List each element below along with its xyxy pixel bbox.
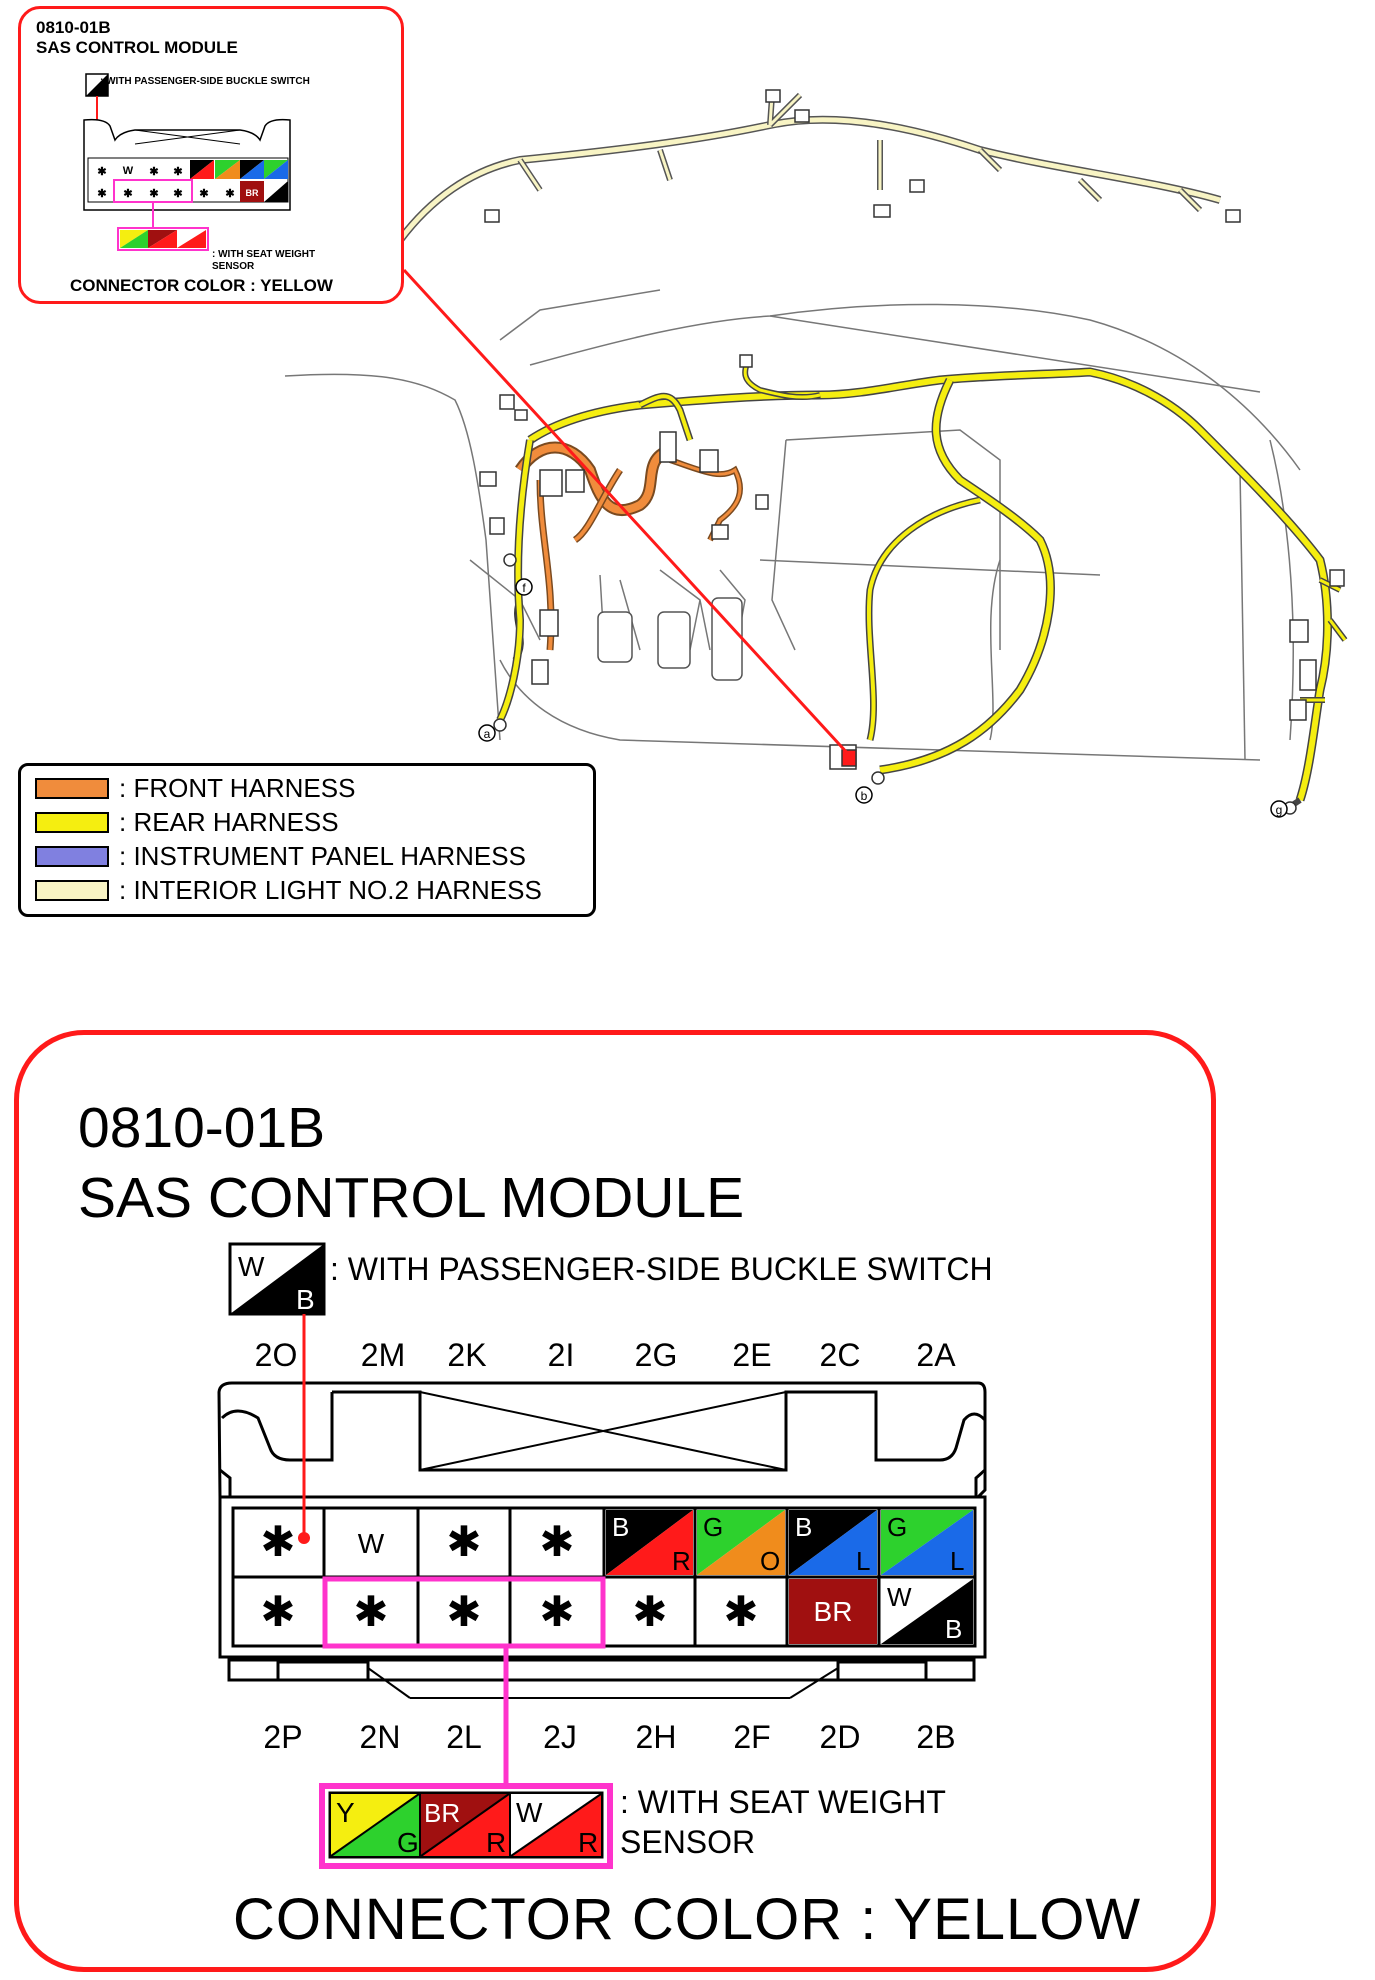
svg-text:O: O (760, 1546, 781, 1576)
svg-text:✱: ✱ (199, 188, 209, 200)
svg-text:B: B (795, 1512, 813, 1542)
pin-label: 2N (359, 1719, 401, 1755)
pin-label: 2H (635, 1719, 677, 1755)
pin-2C (789, 1510, 877, 1576)
svg-text:L: L (950, 1546, 965, 1576)
svg-text:G: G (703, 1512, 724, 1542)
legend-item-instrument-panel-harness (35, 841, 526, 871)
marker-f: f (522, 581, 526, 595)
pin-2P: ✱ (260, 1588, 296, 1635)
svg-text:✱: ✱ (149, 166, 159, 178)
bottom-pin-labels (263, 1719, 955, 1755)
mini-connector-color: CONNECTOR COLOR : YELLOW (70, 276, 333, 295)
seat-weight-sensor-note: : WITH SEAT WEIGHT SENSOR (620, 1784, 946, 1860)
pin-label: 2L (446, 1719, 482, 1755)
pin-2J: ✱ (539, 1588, 575, 1635)
mini-buckle-note: : WITH PASSENGER-SIDE BUCKLE SWITCH (100, 76, 310, 87)
harness-legend (18, 763, 596, 917)
mini-seat-note: : WITH SEAT WEIGHT SENSOR (212, 249, 316, 272)
marker-g: g (1275, 803, 1283, 817)
svg-text:R: R (672, 1546, 691, 1576)
target-connector (842, 750, 856, 766)
marker-b: b (860, 789, 868, 803)
module-name: SAS CONTROL MODULE (78, 1166, 745, 1230)
connector-pinout (0, 1230, 1216, 1870)
pin-label: 2G (634, 1337, 678, 1373)
pin-label: 2M (360, 1337, 406, 1373)
mini-module-name: SAS CONTROL MODULE (36, 38, 238, 57)
pin-2A (881, 1510, 973, 1576)
buckle-switch-note: : WITH PASSENGER-SIDE BUCKLE SWITCH (330, 1251, 993, 1287)
legend-item-interior-light-harness (35, 875, 542, 905)
svg-text:✱: ✱ (173, 188, 183, 200)
legend-label: : FRONT HARNESS (119, 772, 356, 803)
svg-text:✱: ✱ (225, 188, 235, 200)
svg-text:W: W (887, 1582, 912, 1612)
pin-2M: W (357, 1528, 385, 1559)
mini-connector-id: 0810-01B (36, 18, 111, 37)
pin-2I: ✱ (539, 1518, 575, 1565)
instrument-panel-harness-swatch (35, 846, 109, 867)
svg-text:W: W (122, 165, 134, 177)
pin-2O: ✱ (260, 1518, 296, 1565)
pin-label: 2O (254, 1337, 298, 1373)
seat-sensor-swatches (322, 1786, 610, 1866)
pin-label: 2P (263, 1719, 303, 1755)
seat-swatch-br: BR (424, 1798, 461, 1828)
pin-2B (881, 1579, 973, 1644)
interior-light-harness-swatch (35, 880, 109, 901)
pin-label: 2B (916, 1719, 956, 1755)
legend-label: : INTERIOR LIGHT NO.2 HARNESS (119, 874, 542, 905)
svg-text:✱: ✱ (173, 166, 183, 178)
seat-swatch-g: G (397, 1827, 419, 1858)
top-pin-labels (255, 1337, 957, 1373)
pin-label: 2D (819, 1719, 861, 1755)
pin-label: 2F (733, 1719, 771, 1755)
svg-text:L: L (856, 1546, 871, 1576)
marker-a: a (483, 727, 491, 741)
pin-label: 2C (819, 1337, 861, 1373)
svg-text:B: B (296, 1284, 315, 1315)
pin-label: 2J (543, 1719, 577, 1755)
pin-2E (697, 1510, 785, 1576)
pin-label: 2I (547, 1337, 575, 1373)
pin-2L: ✱ (446, 1588, 482, 1635)
svg-text:✱: ✱ (123, 188, 133, 200)
svg-text:BR: BR (813, 1596, 853, 1627)
svg-text:B: B (612, 1512, 630, 1542)
svg-text:G: G (887, 1512, 908, 1542)
legend-item-front-harness (35, 773, 355, 803)
seat-swatch-r: R (486, 1827, 507, 1858)
connector-color: CONNECTOR COLOR : YELLOW (233, 1887, 1142, 1952)
svg-text:✱: ✱ (97, 188, 107, 200)
pin-label: 2E (732, 1337, 772, 1373)
seat-swatch-y: Y (336, 1797, 355, 1828)
pin-label: 2A (916, 1337, 956, 1373)
connector-id: 0810-01B (78, 1096, 326, 1160)
legend-label: : REAR HARNESS (119, 806, 339, 837)
rear-harness-swatch (35, 812, 109, 833)
seat-swatch-r2: R (578, 1827, 599, 1858)
pin-2K: ✱ (446, 1518, 482, 1565)
legend-label: : INSTRUMENT PANEL HARNESS (119, 840, 526, 871)
svg-text:B: B (945, 1614, 963, 1644)
pin-2D (789, 1579, 877, 1644)
front-harness-swatch (35, 778, 109, 799)
pin-2F: ✱ (723, 1588, 759, 1635)
svg-text:W: W (238, 1251, 265, 1282)
buckle-switch-swatch (230, 1244, 324, 1315)
seat-swatch-w: W (516, 1797, 543, 1828)
pin-2N: ✱ (353, 1588, 389, 1635)
svg-text:BR: BR (245, 188, 259, 198)
pin-2H: ✱ (632, 1588, 668, 1635)
pin-label: 2K (447, 1337, 487, 1373)
legend-item-rear-harness (35, 807, 339, 837)
svg-text:✱: ✱ (97, 166, 107, 178)
pin-2G (606, 1510, 693, 1576)
svg-text:✱: ✱ (149, 188, 159, 200)
